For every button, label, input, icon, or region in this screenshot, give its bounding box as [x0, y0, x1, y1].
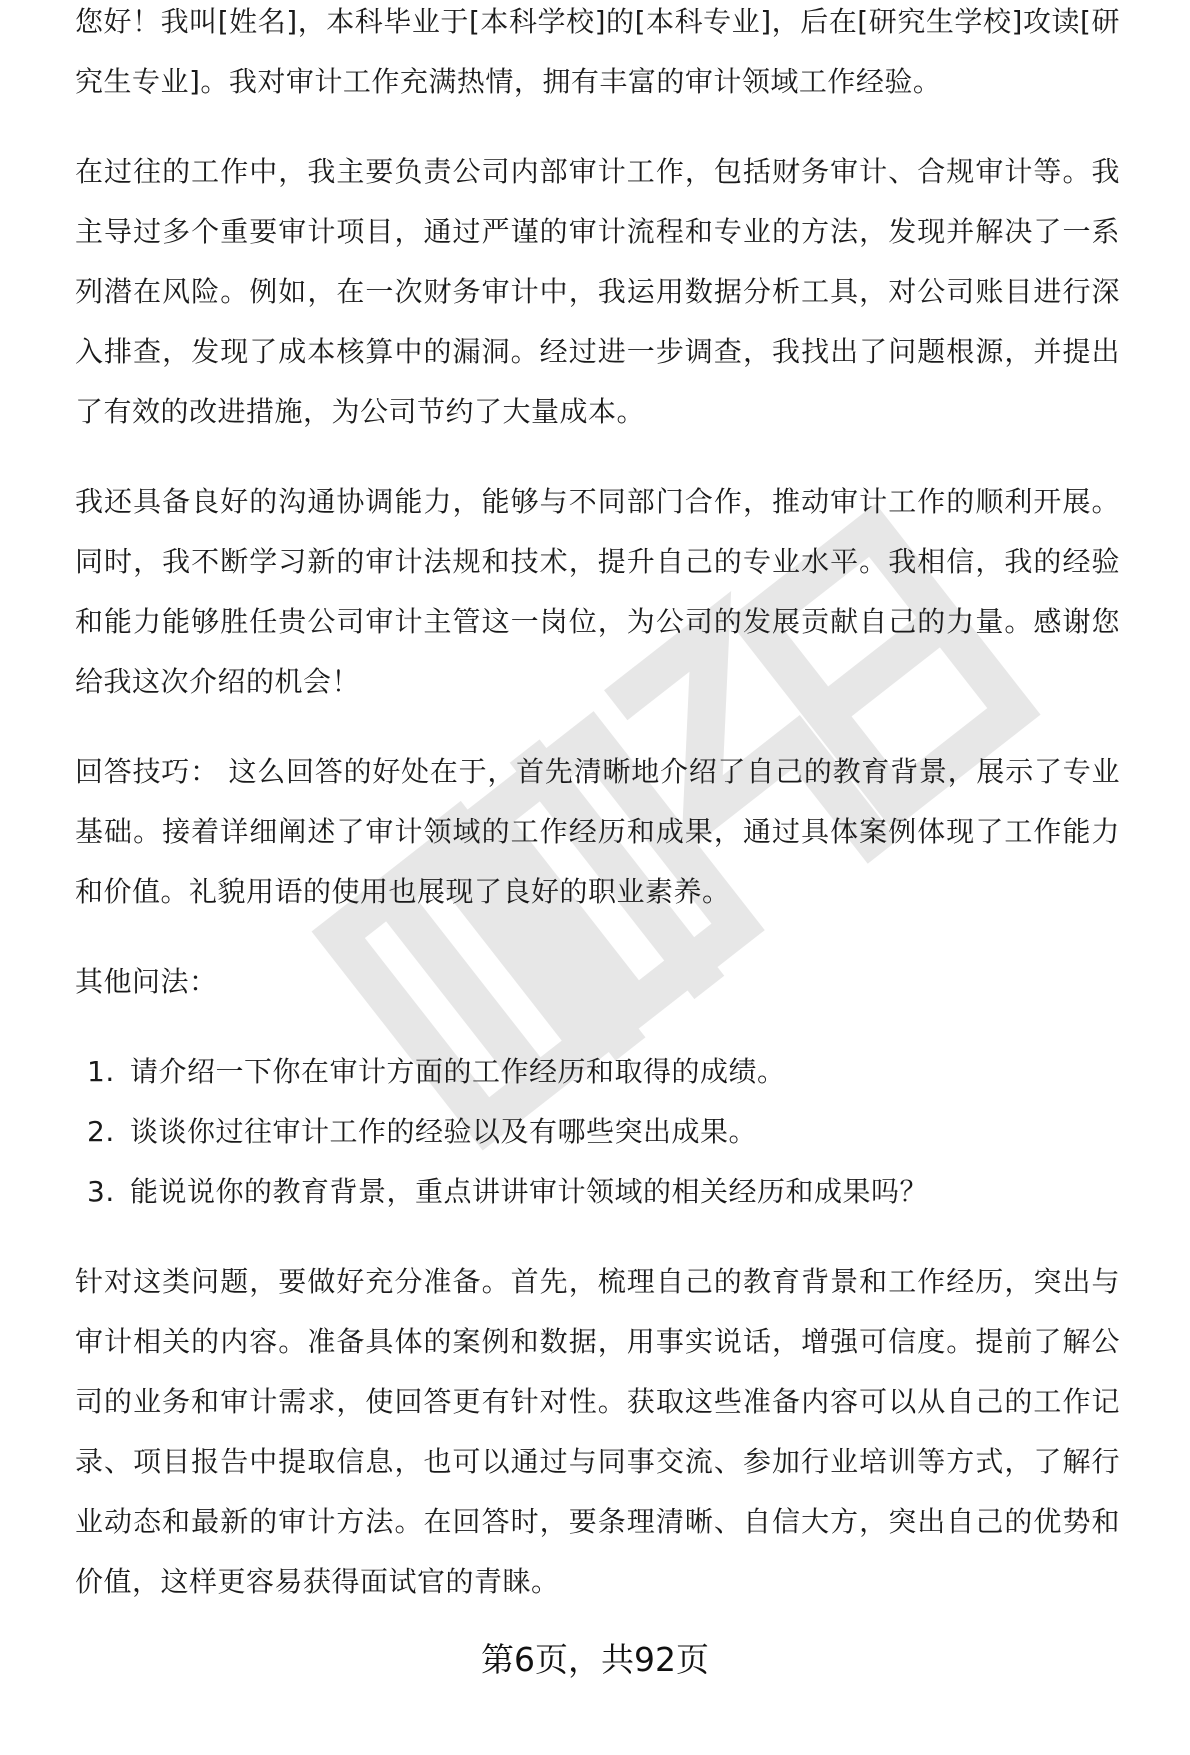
abilities-paragraph: 我还具备良好的沟通协调能力，能够与不同部门合作，推动审计工作的顺利开展。同时，我不断学习新的审计法规和技术，提升自己的专业水平。我相信，我的经验和能力能够胜任贵公司审计主管这一岗位，为公司的发展贡献自己的力量。感谢您给我这次介绍的机会！ [75, 485, 1120, 698]
work-experience-paragraph: 在过往的工作中，我主要负责公司内部审计工作，包括财务审计、合规审计等。我主导过多个重要审计项目，通过严谨的审计流程和专业的方法，发现并解决了一系列潜在风险。例如，在一次财务审计中，我运用数据分析工具，对公司账目进行深入排查，发现了成本核算中的漏洞。经过进一步调查，我找出了问题根源，并提出了有效的改进措施，为公司节约了大量成本。 [75, 155, 1120, 428]
list-item-text: 请介绍一下你在审计方面的工作经历和取得的成绩。 [130, 1055, 786, 1088]
list-item-number: 1. [87, 1055, 115, 1088]
other-questions-list [75, 1042, 1120, 1222]
list-item-number: 2. [87, 1115, 115, 1148]
list-item-number: 3. [87, 1175, 115, 1208]
other-questions-heading: 其他问法： [75, 965, 218, 998]
list-item-text: 能说说你的教育背景，重点讲讲审计领域的相关经历和成果吗？ [130, 1175, 929, 1208]
list-item-text: 谈谈你过往审计工作的经验以及有哪些突出成果。 [130, 1115, 758, 1148]
list-item [75, 1162, 1120, 1222]
list-item [75, 1102, 1120, 1162]
preparation-advice-paragraph: 针对这类问题，要做好充分准备。首先，梳理自己的教育背景和工作经历，突出与审计相关的内容。准备具体的案例和数据，用事实说话，增强可信度。提前了解公司的业务和审计需求，使回答更有针对性。获取这些准备内容可以从自己的工作记录、项目报告中提取信息，也可以通过与同事交流、参加行业培训等方式，了解行业动态和最新的审计方法。在回答时，要条理清晰、自信大方，突出自己的优势和价值，这样更容易获得面试官的青睐。 [75, 1265, 1120, 1598]
answer-tips-paragraph: 回答技巧： 这么回答的好处在于，首先清晰地介绍了自己的教育背景，展示了专业基础。接着详细阐述了审计领域的工作经历和成果，通过具体案例体现了工作能力和价值。礼貌用语的使用也展现了良好的职业素养。 [75, 755, 1120, 908]
intro-paragraph: 您好！我叫[姓名]，本科毕业于[本科学校]的[本科专业]，后在[研究生学校]攻读[研究生专业]。我对审计工作充满热情，拥有丰富的审计领域工作经验。 [75, 5, 1120, 98]
document-body [75, 5, 1120, 1642]
page-number: 第6页，共92页 [481, 1640, 709, 1679]
list-item [75, 1042, 1120, 1102]
